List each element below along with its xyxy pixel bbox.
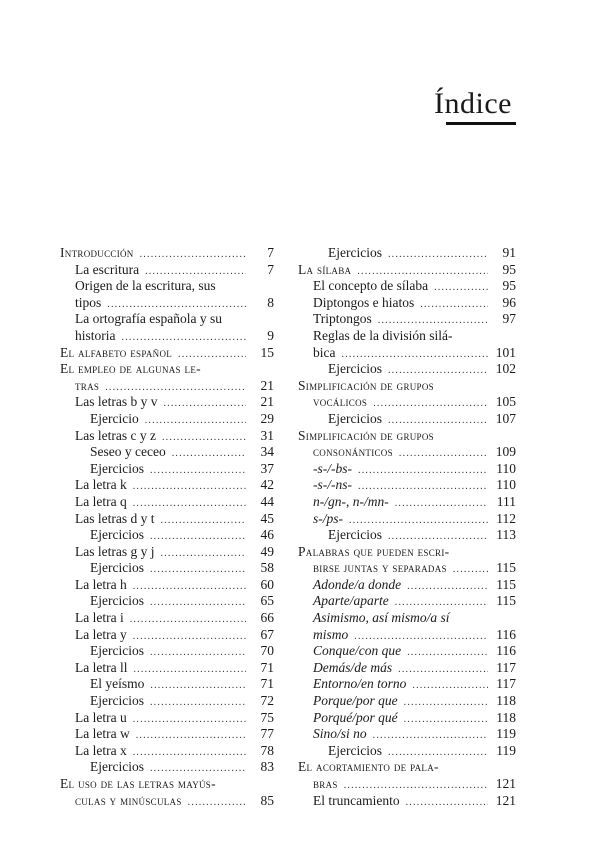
toc-entry-page: 70 [260, 643, 274, 659]
toc-entry-label: s-/ps- [313, 510, 343, 526]
dot-leader [358, 463, 488, 480]
toc-entry-page: 34 [260, 444, 274, 460]
toc-entry-label: tipos [75, 294, 102, 310]
toc-entry [298, 527, 516, 544]
toc-entry-page: 71 [260, 676, 274, 692]
toc-entry-label: Palabras que pueden escri- [298, 543, 450, 559]
toc-entry-label: Ejercicios [328, 361, 382, 377]
toc-entry-page: 7 [267, 261, 274, 277]
toc-entry [60, 494, 274, 511]
toc-entry-label: La escritura [75, 261, 140, 277]
dot-leader [130, 612, 246, 629]
toc-entry [298, 378, 516, 395]
dot-leader [453, 562, 488, 579]
toc-entry-page: 8 [267, 294, 274, 310]
toc-entry-label: Aparte/aparte [313, 593, 389, 609]
toc-entry-label: La letra u [75, 709, 127, 725]
toc-entry-page: 77 [260, 726, 274, 742]
toc-entry-page: 67 [260, 626, 274, 642]
toc-entry-page: 97 [502, 311, 516, 327]
toc-entry-label: tras [75, 377, 100, 393]
toc-entry-page: 119 [496, 726, 516, 742]
toc-entry-label: El yeísmo [90, 676, 145, 692]
toc-entry [298, 361, 516, 378]
toc-entry [298, 262, 516, 279]
toc-entry [60, 743, 274, 760]
toc-entry [60, 660, 274, 677]
toc-entry-label: Las letras b y v [75, 394, 158, 410]
toc-entry [298, 428, 516, 445]
dot-leader [188, 795, 246, 812]
dot-leader [150, 645, 246, 662]
toc-entry [298, 660, 516, 677]
toc-entry [60, 560, 274, 577]
dot-leader [145, 413, 246, 430]
dot-leader [373, 396, 488, 413]
toc-entry-label: Origen de la escritura, sus [75, 278, 216, 294]
toc-entry-page: 29 [260, 410, 274, 426]
toc-entry-label: Ejercicios [328, 527, 382, 543]
toc-entry-label: Ejercicios [90, 527, 144, 543]
toc-entry-label: culas y minúsculas [75, 792, 182, 808]
dot-leader [412, 678, 488, 695]
toc-entry [298, 710, 516, 727]
toc-entry-label: Ejercicios [90, 643, 144, 659]
toc-entry [298, 311, 516, 328]
toc-entry-label: Demás/de más [313, 659, 393, 675]
toc-entry-label: Adonde/a donde [313, 576, 402, 592]
toc-entry [298, 593, 516, 610]
toc-entry-page: 72 [260, 693, 274, 709]
toc-entry-label: El empleo de algunas le- [60, 361, 201, 377]
toc-entry-label: Porqué/por qué [313, 709, 398, 725]
dot-leader [150, 595, 246, 612]
toc-entry-page: 119 [496, 742, 516, 758]
toc-entry-label: Introducción [60, 245, 134, 260]
toc-entry [60, 643, 274, 660]
toc-entry [60, 444, 274, 461]
toc-entry-label: mismo [313, 626, 349, 642]
toc-entry-page: 121 [495, 792, 516, 808]
toc-entry-label: La ortografía española y su [75, 311, 222, 327]
toc-entry [60, 394, 274, 411]
toc-entry [298, 328, 516, 345]
toc-entry [298, 610, 516, 627]
toc-entry-page: 44 [260, 493, 274, 509]
toc-entry-label: Ejercicios [90, 693, 144, 709]
toc-entry-page: 115 [496, 560, 516, 576]
toc-entry [298, 511, 516, 528]
toc-entry-page: 21 [260, 394, 274, 410]
toc-entry [60, 511, 274, 528]
dot-leader [133, 479, 246, 496]
toc-entry [60, 428, 274, 445]
dot-leader [398, 662, 488, 679]
toc-left-column [60, 245, 274, 809]
dot-leader [404, 712, 488, 729]
toc-entry-label: n-/gn-, n-/mn- [313, 493, 389, 509]
toc-entry [298, 759, 516, 776]
toc-entry [60, 759, 274, 776]
dot-leader [407, 579, 488, 596]
toc-entry [298, 278, 516, 295]
toc-entry [298, 544, 516, 561]
toc-entry-page: 112 [496, 510, 516, 526]
toc-entry [298, 245, 516, 262]
toc-entry-page: 117 [496, 676, 516, 692]
toc-entry-page: 105 [495, 394, 516, 410]
toc-entry-page: 31 [260, 427, 274, 443]
toc-entry-label: Ejercicios [90, 759, 144, 775]
toc-entry [298, 477, 516, 494]
toc-entry-page: 111 [496, 493, 516, 509]
toc-entry-label: Asimismo, así mismo/a sí [313, 610, 450, 626]
toc-entry-page: 115 [496, 576, 516, 592]
toc-entry-page: 118 [496, 709, 516, 725]
dot-leader [133, 662, 246, 679]
toc-entry [298, 743, 516, 760]
toc-entry-label: La letra k [75, 477, 127, 493]
toc-entry [60, 311, 274, 328]
toc-entry [60, 610, 274, 627]
toc-entry-page: 46 [260, 527, 274, 543]
dot-leader [133, 629, 246, 646]
toc-entry [298, 676, 516, 693]
toc-entry-page: 83 [260, 759, 274, 775]
toc-entry-page: 115 [496, 593, 516, 609]
dot-leader [133, 745, 246, 762]
toc-entry [60, 345, 274, 362]
toc-entry-page: 15 [260, 344, 274, 360]
toc-entry [60, 278, 274, 295]
toc-entry-label: Porque/por que [313, 693, 398, 709]
dot-leader [150, 695, 246, 712]
toc-entry-label: Entorno/en torno [313, 676, 407, 692]
toc-entry [298, 494, 516, 511]
dot-leader [133, 712, 246, 729]
toc-entry-page: 71 [260, 659, 274, 675]
toc-entry [298, 776, 516, 793]
dot-leader [388, 247, 488, 264]
toc-entry-page: 75 [260, 709, 274, 725]
toc-entry [60, 361, 274, 378]
toc-entry-page: 37 [260, 460, 274, 476]
dot-leader [140, 247, 246, 264]
toc-entry [298, 394, 516, 411]
toc-entry [60, 676, 274, 693]
dot-leader [395, 496, 488, 513]
dot-leader [434, 280, 488, 297]
toc-entry-label: Ejercicios [90, 560, 144, 576]
toc-entry [60, 295, 274, 312]
toc-entry [60, 527, 274, 544]
toc-entry-label: -s-/-bs- [313, 460, 352, 476]
toc-entry [60, 245, 274, 262]
toc-entry-page: 78 [260, 742, 274, 758]
toc-entry-page: 109 [495, 444, 516, 460]
toc-entry [60, 544, 274, 561]
toc-entry-page: 60 [260, 576, 274, 592]
toc-entry-label: Ejercicios [328, 245, 382, 260]
toc-entry-label: Simplificación de grupos [298, 427, 434, 443]
toc-entry-page: 101 [495, 344, 516, 360]
toc-entry [298, 627, 516, 644]
toc-entry [298, 726, 516, 743]
toc-entry-label: El uso de las letras mayús- [60, 776, 216, 791]
toc-entry-label: La letra ll [75, 659, 128, 675]
toc-entry [298, 793, 516, 810]
dot-leader [373, 728, 488, 745]
toc-entry-label: bica [313, 344, 336, 360]
toc-entry-label: Las letras c y z [75, 427, 156, 443]
toc-entry-page: 91 [502, 245, 516, 260]
toc-entry [60, 577, 274, 594]
toc-entry-page: 110 [496, 477, 516, 493]
toc-entry-label: El acortamiento de pala- [298, 759, 439, 775]
toc-entry [60, 461, 274, 478]
dot-leader [150, 678, 246, 695]
toc-entry-page: 110 [496, 460, 516, 476]
dot-leader [162, 430, 246, 447]
toc-entry [298, 444, 516, 461]
toc-entry-label: Ejercicios [90, 460, 144, 476]
dot-leader [420, 297, 488, 314]
toc-entry-page: 58 [260, 560, 274, 576]
toc-entry-label: Las letras d y t [75, 510, 155, 526]
toc-right-column [298, 245, 516, 809]
toc-entry [60, 378, 274, 395]
title-rule [446, 122, 516, 125]
toc-entry-page: 116 [496, 626, 516, 642]
toc-entry [60, 411, 274, 428]
toc-entry-page: 65 [260, 593, 274, 609]
toc-entry-label: La letra x [75, 742, 127, 758]
dot-leader [160, 546, 246, 563]
toc-entry [60, 328, 274, 345]
toc-entry [60, 793, 274, 810]
dot-leader [150, 463, 246, 480]
toc-entry-label: Ejercicios [328, 410, 382, 426]
toc-entry [298, 411, 516, 428]
toc-entry-label: Simplificación de grupos [298, 377, 434, 393]
toc-entry-label: Seseo y ceceo [90, 444, 166, 460]
toc-entry [60, 726, 274, 743]
dot-leader [133, 579, 246, 596]
toc-entry-label: La letra q [75, 493, 127, 509]
toc-entry [298, 693, 516, 710]
toc-entry-page: 102 [495, 361, 516, 377]
toc-entry-page: 107 [495, 410, 516, 426]
toc-entry-label: bras [313, 776, 338, 791]
toc-entry-page: 117 [496, 659, 516, 675]
toc-entry-page: 118 [496, 693, 516, 709]
toc-entry [298, 295, 516, 312]
toc-entry [60, 262, 274, 279]
toc-entry [60, 776, 274, 793]
toc-entry-page: 7 [267, 245, 274, 260]
toc-entry-label: Reglas de la división silá- [313, 327, 453, 343]
dot-leader [172, 446, 246, 463]
dot-leader [160, 513, 246, 530]
toc-entry-label: birse juntas y separadas [313, 560, 447, 576]
toc-entry-page: 113 [496, 527, 516, 543]
toc-entry-label: El concepto de sílaba [313, 278, 429, 294]
toc-entry-page: 66 [260, 610, 274, 626]
toc-entry-page: 45 [260, 510, 274, 526]
toc-entry-label: Las letras g y j [75, 543, 155, 559]
toc-entry-page: 42 [260, 477, 274, 493]
toc-entry [60, 710, 274, 727]
dot-leader [399, 446, 488, 463]
toc-entry-label: Triptongos [313, 311, 372, 327]
toc-entry-label: -s-/-ns- [313, 477, 352, 493]
toc-entry-page: 21 [260, 377, 274, 393]
toc-entry [60, 593, 274, 610]
toc-entry-label: Conque/con que [313, 643, 402, 659]
toc-entry-label: Ejercicios [328, 742, 382, 758]
toc-entry-label: Sino/si no [313, 726, 367, 742]
toc-entry-label: Ejercicios [90, 593, 144, 609]
toc-entry-label: historia [75, 327, 116, 343]
toc-entry-page: 49 [260, 543, 274, 559]
dot-leader [136, 728, 246, 745]
dot-leader [407, 645, 488, 662]
toc-entry-page: 121 [495, 776, 516, 791]
toc-entry-label: La letra w [75, 726, 130, 742]
page-title: Índice [434, 87, 512, 120]
toc-entry [60, 627, 274, 644]
toc-entry-label: vocálicos [313, 394, 368, 410]
toc-entry [298, 461, 516, 478]
toc-entry-label: Ejercicio [90, 410, 139, 426]
toc-entry [298, 560, 516, 577]
dot-leader [150, 562, 246, 579]
toc-entry [298, 643, 516, 660]
toc-entry-label: El truncamiento [313, 792, 400, 808]
toc-entry [298, 577, 516, 594]
toc-entry [60, 693, 274, 710]
toc-entry-label: La sílaba [298, 261, 352, 277]
toc-entry-page: 9 [267, 327, 274, 343]
toc-entry-page: 85 [260, 792, 274, 808]
toc-entry-label: La letra h [75, 576, 127, 592]
toc-entry [298, 345, 516, 362]
toc-entry-label: Diptongos e hiatos [313, 294, 415, 310]
toc-entry-label: La letra i [75, 610, 124, 626]
toc-entry [60, 477, 274, 494]
toc-entry-page: 96 [502, 294, 516, 310]
dot-leader [163, 396, 246, 413]
dot-leader [406, 795, 488, 812]
toc-entry-page: 95 [502, 278, 516, 294]
toc-entry-label: El alfabeto español [60, 344, 173, 360]
toc-entry-page: 95 [502, 261, 516, 277]
toc-entry-label: consonánticos [313, 444, 393, 460]
toc-entry-page: 116 [496, 643, 516, 659]
dot-leader [404, 695, 488, 712]
toc-entry-label: La letra y [75, 626, 127, 642]
dot-leader [150, 529, 246, 546]
